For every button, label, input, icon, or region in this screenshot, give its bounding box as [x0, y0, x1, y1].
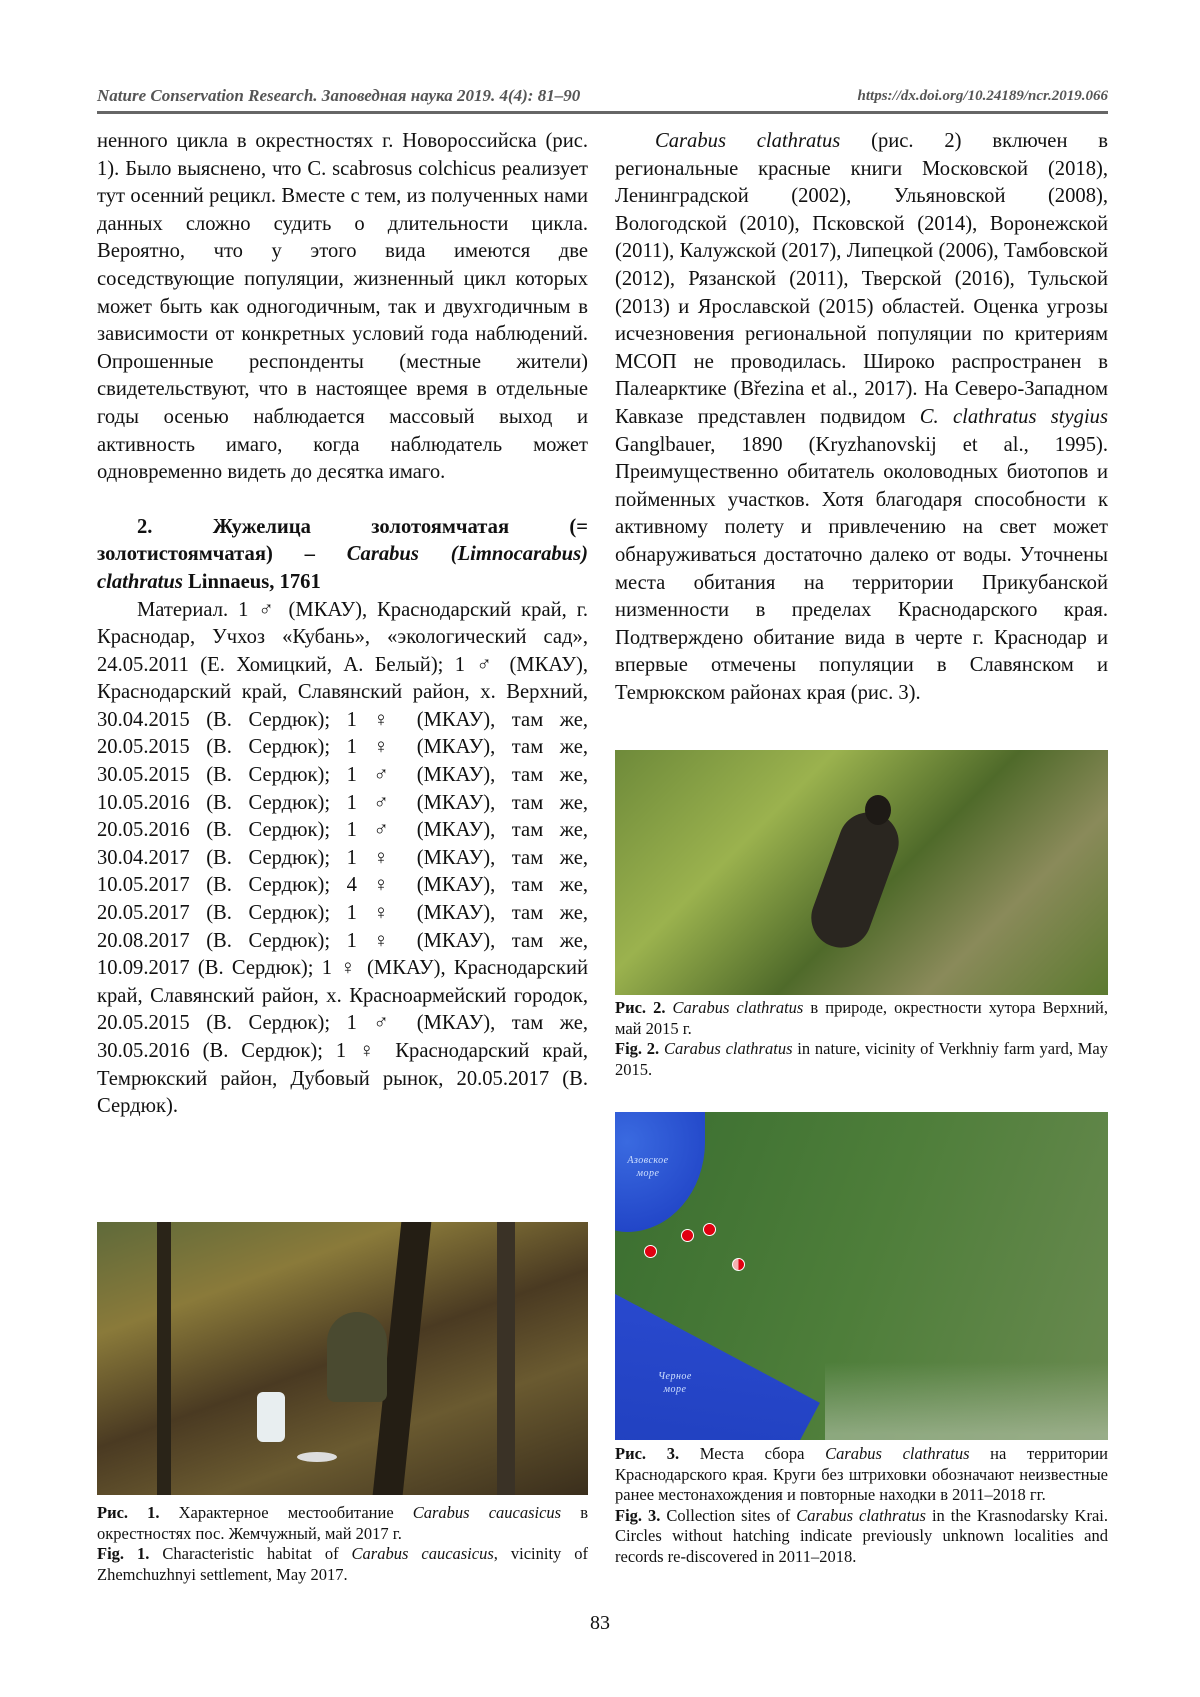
heading-species: Carabus (Limnocarabus) clathratus	[97, 543, 589, 593]
doi-link[interactable]: https://dx.doi.org/10.24189/ncr.2019.066	[857, 88, 1108, 104]
caption-text: в природе, окрестности хутора Верхний, май 2015 г.	[615, 998, 1108, 1038]
caption-label: Fig. 2.	[615, 1039, 660, 1058]
caption-text: Collection sites of	[660, 1505, 797, 1525]
caption-species: Carabus caucasicus	[412, 1503, 562, 1522]
caption-species: Carabus caucasicus	[351, 1544, 494, 1563]
running-header	[97, 86, 1108, 106]
fig3-caption	[615, 1444, 1108, 1567]
caption-label: Рис. 2.	[615, 998, 666, 1017]
caption-text: Места сбора	[679, 1444, 826, 1463]
caption-text: in nature, vicinity of Verkhniy farm yard, May 2015.	[615, 1039, 1108, 1079]
heading-author: Linnaeus, 1761	[182, 570, 321, 593]
caption-species: Carabus clathratus	[672, 998, 804, 1017]
black-sea-label: Черное море	[658, 1371, 692, 1395]
caption-species: Carabus clathratus	[663, 1039, 793, 1058]
fig2-beetle-photo	[615, 750, 1108, 995]
caption-text: в окрестностях пос. Жемчужный, май 2017 г.	[97, 1503, 588, 1543]
paragraph	[615, 128, 1108, 707]
journal-title: Nature Conservation Research. Заповедная наука 2019. 4(4): 81–90	[97, 86, 581, 105]
fig3-map	[615, 1112, 1108, 1440]
fig1-caption	[97, 1503, 588, 1585]
section-heading	[97, 514, 588, 597]
species-name: Carabus clathratus	[655, 130, 841, 152]
right-column	[615, 128, 1108, 707]
fig1-habitat-photo	[97, 1222, 588, 1495]
caption-text: in the Krasnodarsky Krai. Circles without hatching indicate previously unknown localities and records re-discovered in 2011–2018.	[615, 1505, 1108, 1566]
caption-label: Рис. 1.	[97, 1503, 160, 1522]
caption-text: Характерное местообитание	[159, 1503, 413, 1522]
left-column	[97, 128, 588, 1121]
header-rule	[97, 111, 1108, 114]
paragraph-text: Ganglbauer, 1890 (Kryzhanovskij et al., 1995). Преимущественно обитатель околоводных биотопов и пойменных участков. Хотя благодаря способности к активному полету и привлечению на свет может обнаруживаться достаточно далеко от воды. Уточнены места обитания на территории Прикубанской низменности в пределах Краснодарского края. Подтверждено обитание вида в черте г. Краснодар и впервые отмечены популяции в Славянском и Темрюкском районах края (рис. 3).	[615, 433, 1108, 704]
caption-species: Carabus clathratus	[825, 1444, 970, 1463]
subspecies-name: C. clathratus stygius	[919, 405, 1108, 428]
azov-sea-label: Азовское море	[627, 1155, 669, 1179]
fig2-caption	[615, 998, 1108, 1080]
paragraph-text: (рис. 2) включен в региональные красные книги Московской (2018), Ленинградской (2002), Ульяновской (2008), Вологодской (2010), Псковской (2014), Воронежской (2011), Калужской (2017), Липецкой (2006), Тамбовской (2012), Рязанской (2011), Тверской (2016), Тульской (2013) и Ярославской (2015) областей. Оценка угрозы исчезновения региональной популяции по критериям МСОП не проводилась. Широко распространен в Палеарктике (Březina et al., 2017). На Северо-Западном Кавказе представлен подвидом	[615, 130, 1109, 428]
caption-text: Characteristic habitat of	[149, 1544, 352, 1563]
caption-label: Рис. 3.	[615, 1444, 680, 1463]
page-number: 83	[590, 1612, 610, 1634]
caption-species: Carabus clathratus	[796, 1505, 926, 1525]
collection-site-marker	[644, 1245, 657, 1258]
caption-label: Fig. 3.	[615, 1505, 661, 1525]
heading-text: 2. Жужелица золотоямчатая (= золотистоямчатая) –	[97, 515, 588, 566]
black-sea	[615, 1262, 820, 1440]
caption-text: на территории Краснодарского края. Круги без штриховки обозначают неизвестные ранее местонахождения и повторные находки в 2011–2018 гг.	[615, 1444, 1108, 1504]
collection-site-marker	[703, 1223, 716, 1236]
material-paragraph: Материал. 1 ♂ (МКАУ), Краснодарский край, г. Краснодар, Учхоз «Кубань», «экологический сад», 24.05.2011 (Е. Хомицкий, А. Белый); 1 ♂ (МКАУ), Краснодарский край, Славянский район, х. Верхний, 30.04.2015 (В. Сердюк); 1 ♀ (МКАУ), там же, 20.05.2015 (В. Сердюк); 1 ♀ (МКАУ), там же, 30.05.2015 (В. Сердюк); 1 ♂ (МКАУ), там же, 10.05.2016 (В. Сердюк); 1 ♂ (МКАУ), там же, 20.05.2016 (В. Сердюк); 1 ♂ (МКАУ), там же, 30.04.2017 (В. Сердюк); 1 ♀ (МКАУ), там же, 10.05.2017 (В. Сердюк); 4 ♀ (МКАУ), там же, 20.05.2017 (В. Сердюк); 1 ♀ (МКАУ), там же, 20.08.2017 (В. Сердюк); 1 ♀ (МКАУ), там же, 10.09.2017 (В. Сердюк); 1 ♀ (МКАУ), Краснодарский край, Славянский район, х. Красноармейский городок, 20.05.2015 (В. Сердюк); 1 ♂ (МКАУ), там же, 30.05.2016 (В. Сердюк); 1 ♀ Краснодарский край, Темрюкский район, Дубовый рынок, 20.05.2017 (В. Сердюк).	[97, 598, 588, 1118]
collection-site-marker	[681, 1229, 694, 1242]
paragraph: ненного цикла в окрестностях г. Новороссийска (рис. 1). Было выяснено, что C. scabrosus colchicus реализует тут осенний рецикл. Вместе с тем, из полученных нами данных сложно судить о длительности цикла. Вероятно, что у этого вида имеются две соседствующие популяции, жизненный цикл которых может быть как одногодичным, так и двухгодичным в зависимости от конкретных условий года наблюдений. Опрошенные респонденты (местные жители) свидетельствуют, что в настоящее время в отдельные годы осенью наблюдается массовый выход и активность имаго, когда наблюдатель может одновременно видеть до десятка имаго.	[97, 130, 588, 484]
caption-label: Fig. 1.	[97, 1544, 150, 1563]
caption-text: , vicinity of Zhemchuzhnyi settlement, May 2017.	[97, 1544, 588, 1584]
collection-site-marker-hatched	[732, 1258, 745, 1271]
